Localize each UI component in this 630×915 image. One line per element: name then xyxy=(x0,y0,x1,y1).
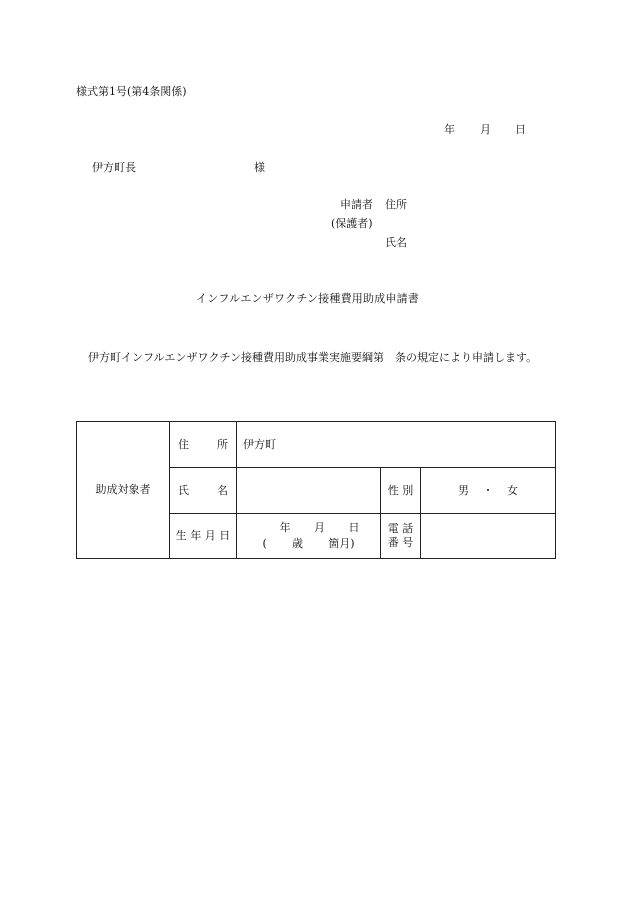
phone-label-line-2: 番 号 xyxy=(387,536,414,549)
name-label-char-1: 氏 xyxy=(178,483,189,497)
phone-value-cell[interactable] xyxy=(421,514,555,558)
row-header-subject xyxy=(77,422,169,558)
address-value-cell[interactable] xyxy=(243,422,443,467)
birth-day-label: 日 xyxy=(348,521,360,534)
sex-label-cell xyxy=(381,468,420,513)
row-header-label: 助成対象者 xyxy=(95,483,151,496)
address-value: 伊方町 xyxy=(243,437,276,451)
document-title: インフルエンザワクチン接種費用助成申請書 xyxy=(196,292,420,305)
date-year-label: 年 xyxy=(444,123,455,136)
form-number: 様式第1号(第4条関係) xyxy=(76,85,187,98)
sex-male-option[interactable]: 男 xyxy=(458,483,469,497)
phone-label-cell xyxy=(381,514,420,558)
birth-month-label: 月 xyxy=(314,521,325,534)
subject-info-table xyxy=(76,421,556,559)
name-label-cell xyxy=(170,468,236,513)
birthdate-value-cell[interactable] xyxy=(237,514,380,558)
guardian-label: (保護者) xyxy=(331,217,373,230)
date-day-label: 日 xyxy=(515,123,526,136)
birth-year-label: 年 xyxy=(279,521,291,534)
name-label-char-2: 名 xyxy=(217,483,228,497)
sex-separator: ・ xyxy=(482,483,494,497)
applicant-address-label: 住所 xyxy=(385,198,407,211)
name-value-cell[interactable] xyxy=(237,468,380,513)
body-text: 伊方町インフルエンザワクチン接種費用助成事業実施要綱第 条の規定により申請します。 xyxy=(88,351,538,364)
recipient-name: 伊方町長 xyxy=(92,161,136,174)
age-open-paren: ( xyxy=(262,537,267,550)
address-label-char-1: 住 xyxy=(178,437,189,451)
address-label-char-2: 所 xyxy=(217,437,228,451)
address-label-cell xyxy=(170,422,236,467)
phone-label-line-1: 電 話 xyxy=(387,522,414,535)
sex-female-option[interactable]: 女 xyxy=(507,483,518,497)
birthdate-label: 生 年 月 日 xyxy=(175,529,231,542)
age-years-label: 歳 xyxy=(292,537,303,550)
sex-choice-cell[interactable] xyxy=(421,468,555,513)
date-month-label: 月 xyxy=(480,123,491,136)
sex-label: 性 別 xyxy=(387,483,414,497)
recipient-honorific: 様 xyxy=(254,161,265,174)
age-months-label: 箇月) xyxy=(328,537,355,550)
birthdate-label-cell xyxy=(170,514,236,558)
applicant-label: 申請者 xyxy=(340,198,373,211)
applicant-name-label: 氏名 xyxy=(385,236,407,249)
